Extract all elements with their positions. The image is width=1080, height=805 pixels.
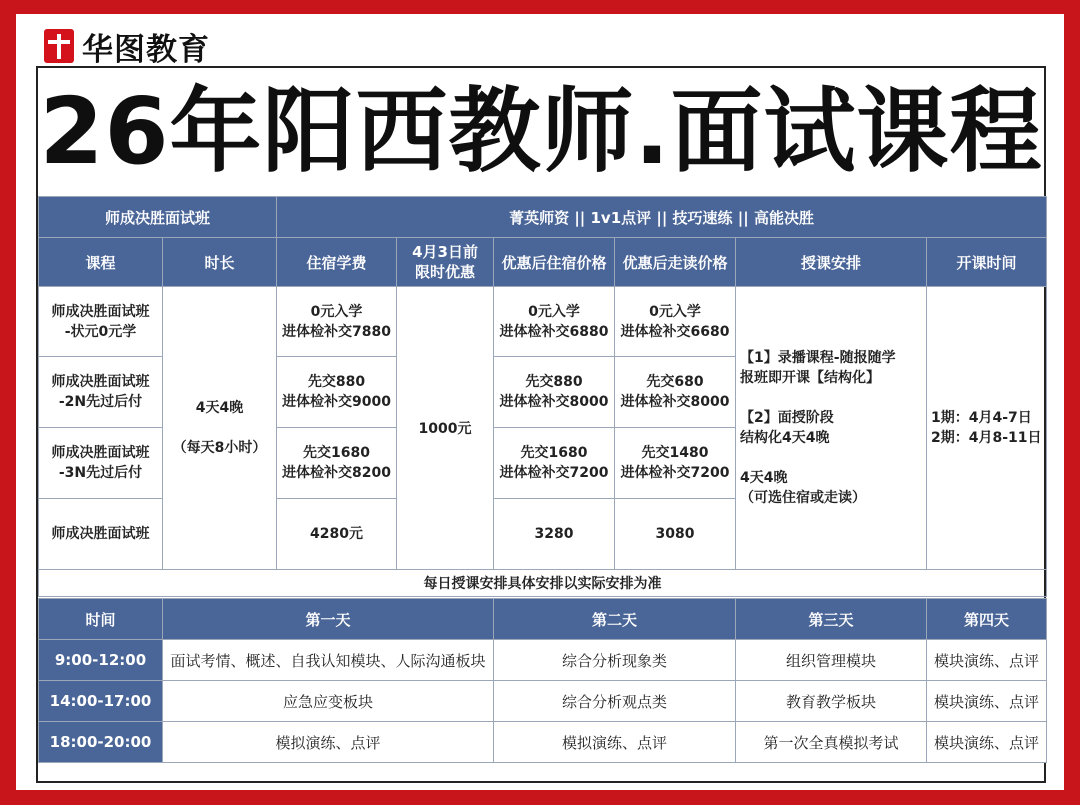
col-header-arrangement: 授课安排: [736, 238, 927, 287]
huatu-logo-icon: [44, 29, 74, 63]
schedule-header-day2: 第二天: [494, 599, 736, 640]
banner-class-name: 师成决胜面试班: [39, 197, 277, 238]
schedule-time-slot: 14:00-17:00: [39, 681, 163, 722]
walk-price: 3080: [615, 499, 736, 570]
col-header-walk-price: 优惠后走读价格: [615, 238, 736, 287]
col-header-fee: 住宿学费: [277, 238, 397, 287]
schedule-day1-topic: 面试考情、概述、自我认知模块、人际沟通板块: [163, 640, 494, 681]
course-fee: 0元入学 进体检补交7880: [277, 287, 397, 357]
col-header-discount: 4月3日前 限时优惠: [397, 238, 494, 287]
page-title: 26年阳西教师.面试课程: [39, 78, 1043, 185]
schedule-day3-topic: 教育教学板块: [736, 681, 927, 722]
schedule-day4-topic: 模块演练、点评: [927, 722, 1047, 763]
course-name: 师成决胜面试班 -状元0元学: [39, 287, 163, 357]
start-time: 1期：4月4-7日 2期：4月8-11日: [927, 287, 1047, 570]
col-header-duration: 时长: [163, 238, 277, 287]
schedule-day3-topic: 组织管理模块: [736, 640, 927, 681]
walk-price: 先交1480 进体检补交7200: [615, 428, 736, 499]
col-header-course: 课程: [39, 238, 163, 287]
walk-price: 0元入学 进体检补交6680: [615, 287, 736, 357]
course-frame: [36, 66, 1046, 783]
schedule-header-time: 时间: [39, 599, 163, 640]
schedule-day1-topic: 应急应变板块: [163, 681, 494, 722]
course-name: 师成决胜面试班: [39, 499, 163, 570]
stay-price: 先交880 进体检补交8000: [494, 357, 615, 428]
course-duration: 4天4晚 （每天8小时）: [163, 287, 277, 570]
brand-logo: [44, 22, 210, 70]
col-header-stay-price: 优惠后住宿价格: [494, 238, 615, 287]
schedule-time-slot: 9:00-12:00: [39, 640, 163, 681]
stay-price: 先交1680 进体检补交7200: [494, 428, 615, 499]
course-name: 师成决胜面试班 -3N先过后付: [39, 428, 163, 499]
stay-price: 0元入学 进体检补交6880: [494, 287, 615, 357]
course-price-table: [38, 196, 1047, 597]
schedule-day3-topic: 第一次全真模拟考试: [736, 722, 927, 763]
schedule-note: 每日授课安排具体安排以实际安排为准: [39, 570, 1047, 597]
course-name: 师成决胜面试班 -2N先过后付: [39, 357, 163, 428]
daily-schedule-table: [38, 598, 1047, 763]
poster: [16, 14, 1064, 790]
col-header-start-time: 开课时间: [927, 238, 1047, 287]
stay-price: 3280: [494, 499, 615, 570]
schedule-header-day1: 第一天: [163, 599, 494, 640]
schedule-header-day4: 第四天: [927, 599, 1047, 640]
schedule-time-slot: 18:00-20:00: [39, 722, 163, 763]
walk-price: 先交680 进体检补交8000: [615, 357, 736, 428]
course-fee: 4280元: [277, 499, 397, 570]
brand-name: 华图教育: [82, 31, 210, 68]
schedule-day2-topic: 综合分析现象类: [494, 640, 736, 681]
banner-slogan: 菁英师资 || 1v1点评 || 技巧速练 || 高能决胜: [277, 197, 1047, 238]
schedule-day2-topic: 综合分析观点类: [494, 681, 736, 722]
schedule-day1-topic: 模拟演练、点评: [163, 722, 494, 763]
early-discount: 1000元: [397, 287, 494, 570]
schedule-header-day3: 第三天: [736, 599, 927, 640]
schedule-day4-topic: 模块演练、点评: [927, 681, 1047, 722]
schedule-day2-topic: 模拟演练、点评: [494, 722, 736, 763]
course-fee: 先交880 进体检补交9000: [277, 357, 397, 428]
course-fee: 先交1680 进体检补交8200: [277, 428, 397, 499]
class-arrangement: 【1】录播课程-随报随学 报班即开课【结构化】 【2】面授阶段 结构化4天4晚 4天4晚 （可选住宿或走读）: [736, 287, 927, 570]
schedule-day4-topic: 模块演练、点评: [927, 640, 1047, 681]
